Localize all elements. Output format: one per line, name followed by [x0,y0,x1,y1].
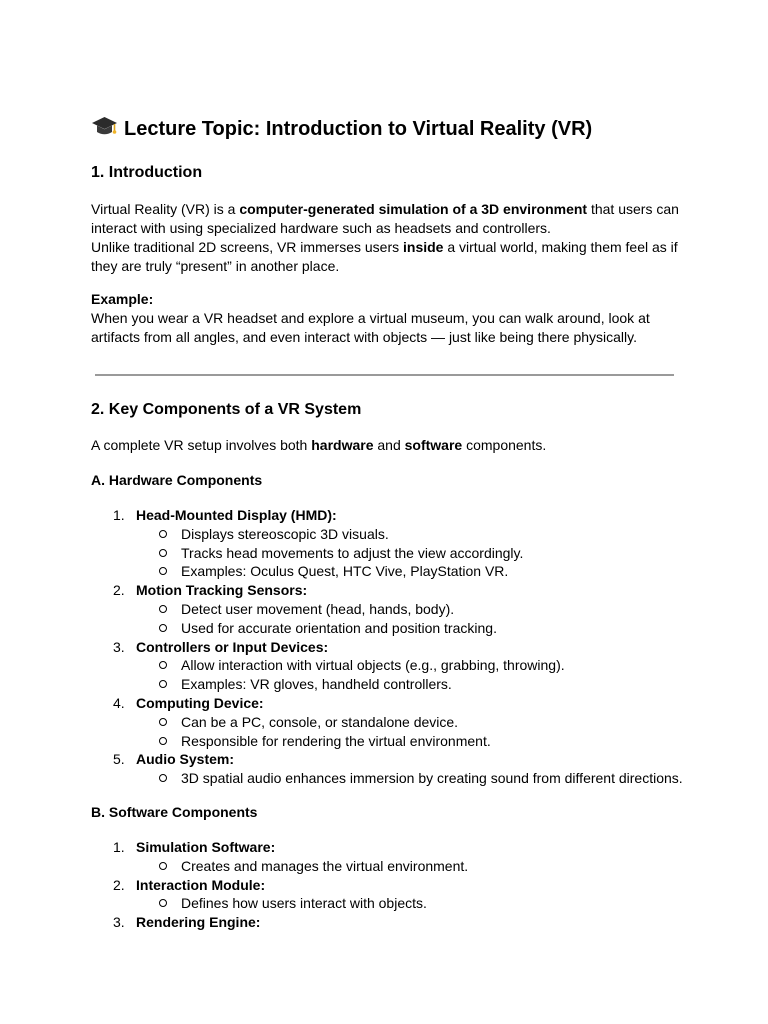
list-number: 3. [113,638,125,655]
list-number: 2. [113,876,125,893]
sub-list-text: Examples: Oculus Quest, HTC Vive, PlayStation VR. [181,563,509,580]
list-number: 1. [113,839,125,855]
sub-list-text: Responsible for rendering the virtual environment. [181,732,491,749]
hollow-bullet-icon [159,624,167,632]
sub-list-text: Tracks head movements to adjust the view accordingly. [181,544,524,561]
sub-list-item [91,894,731,913]
sub-list-text: Displays stereoscopic 3D visuals. [181,525,389,542]
components-intro: A complete VR setup involves both hardware and software components. [91,437,547,453]
graduation-cap-icon [91,115,118,139]
list-number: 5. [113,751,125,768]
hollow-bullet-icon [159,530,167,538]
hollow-bullet-icon [159,862,167,870]
hollow-bullet-icon [159,680,167,688]
list-item [91,876,731,895]
list-item-label: Interaction Module: [136,876,266,893]
sub-list-text: Used for accurate orientation and position tracking. [181,619,497,636]
sub-list-item [91,713,731,732]
list-item-label: Motion Tracking Sensors: [136,582,308,599]
sub-list-item [91,600,731,619]
list-item-label: Computing Device: [136,694,264,711]
sub-list-text: Can be a PC, console, or standalone device. [181,713,459,730]
section-divider [95,374,674,376]
sub-list-item [91,619,731,638]
hollow-bullet-icon [159,661,167,669]
list-number: 1. [113,507,125,523]
sub-list-item [91,544,731,563]
sub-list-text: Allow interaction with virtual objects (e.g., grabbing, throwing). [181,657,565,674]
list-item-label: Head-Mounted Display (HMD): [136,507,337,523]
section-heading-key-components: 2. Key Components of a VR System [91,401,362,418]
list-item-label: Rendering Engine: [136,914,261,931]
sub-list-item [91,525,731,544]
sub-list-text: 3D spatial audio enhances immersion by creating sound from different directions. [181,770,683,787]
list-number: 2. [113,582,125,599]
hollow-bullet-icon [159,718,167,726]
software-list [91,838,731,932]
intro-paragraph: Virtual Reality (VR) is a computer-generated simulation of a 3D environment that users can interact with using specialized hardware such as headsets and controllers. Unlike traditional 2D screens, VR immerses users inside a virtual world, making them feel as if they are truly “present” in another place. [91,201,679,274]
hollow-bullet-icon [159,774,167,782]
sub-list-item [91,732,731,751]
list-item [91,581,731,600]
sub-list-text: Detect user movement (head, hands, body). [181,600,455,617]
sub-list-text: Examples: VR gloves, handheld controllers. [181,676,452,693]
sub-list-text: Defines how users interact with objects. [181,895,427,912]
subheading-software: B. Software Components [91,804,258,820]
hollow-bullet-icon [159,549,167,557]
list-item-label: Simulation Software: [136,839,276,855]
list-item-label: Audio System: [136,751,235,768]
list-item-label: Controllers or Input Devices: [136,638,329,655]
sub-list-item [91,675,731,694]
sub-list-item [91,769,731,788]
list-item [91,638,731,657]
list-item [91,838,731,857]
list-number: 3. [113,914,125,931]
sub-list-item [91,857,731,876]
hollow-bullet-icon [159,899,167,907]
sub-list-item [91,656,731,675]
hollow-bullet-icon [159,567,167,575]
sub-list-item [91,562,731,581]
page-title-text: Lecture Topic: Introduction to Virtual Reality (VR) [124,118,593,140]
section-heading-introduction: 1. Introduction [91,164,203,181]
hollow-bullet-icon [159,605,167,613]
hollow-bullet-icon [159,737,167,745]
page-title [91,115,592,143]
list-item [91,913,731,932]
hardware-list [91,506,731,788]
example-paragraph: Example: When you wear a VR headset and explore a virtual museum, you can walk around, look at artifacts from all angles, and even interact with objects — just like being there physically. [91,290,681,347]
subheading-hardware: A. Hardware Components [91,472,263,488]
list-item [91,694,731,713]
sub-list-text: Creates and manages the virtual environment. [181,857,469,874]
list-item [91,750,731,769]
list-number: 4. [113,694,125,711]
list-item [91,506,731,525]
example-label: Example: [91,291,154,307]
